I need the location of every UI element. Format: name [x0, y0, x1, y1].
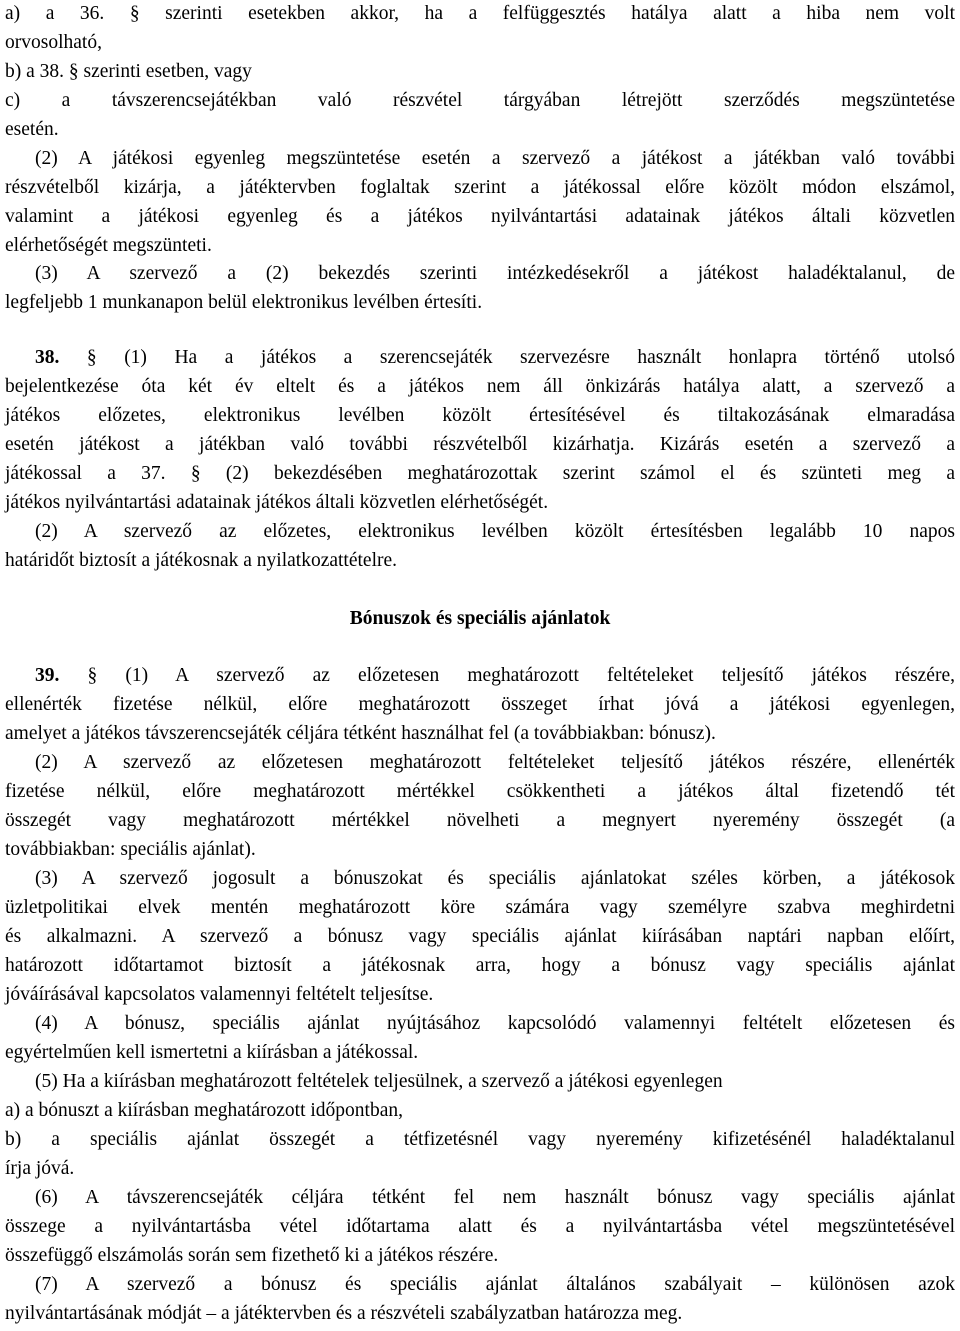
paragraph-line: határozott időtartamot biztosít a játékosnak arra, hogy a bónusz vagy speciális ajánlat [5, 955, 955, 976]
paragraph-line: (2) A szervező az előzetes, elektronikus levélben közölt értesítésben legalább 10 napos [35, 521, 955, 542]
section-39-first-line [35, 662, 955, 690]
paragraph-line: fizetése nélkül, előre meghatározott mértékkel csökkentheti a játékos által fizetendő tét [5, 781, 955, 802]
list-item-a: a) a 36. § szerinti esetekben akkor, ha a felfüggesztés hatálya alatt a hiba nem volt [5, 3, 955, 24]
list-item-a-cont: orvosolható, [5, 32, 102, 53]
paragraph-line: (4) A bónusz, speciális ajánlat nyújtásához kapcsolódó valamennyi feltételt előzetesen és [35, 1013, 955, 1034]
paragraph-line: egyértelműen kell ismertetni a kiírásban a játékossal. [5, 1042, 419, 1063]
section-number: 39. [35, 665, 60, 686]
paragraph-line: ellenérték fizetése nélkül, előre meghatározott összeget írhat jóvá a játékosi egyenlegen, [5, 694, 955, 715]
paragraph-line: továbbiakban: speciális ajánlat). [5, 839, 256, 860]
paragraph-line: játékos nyilvántartási adatainak játékos általi közvetlen elérhetőségét. [5, 492, 549, 513]
paragraph-line: (6) A távszerencsejáték céljára tétként fel nem használt bónusz vagy speciális ajánlat [35, 1187, 955, 1208]
list-item: a) a bónuszt a kiírásban meghatározott időpontban, [5, 1100, 403, 1121]
paragraph-line: összege a nyilvántartásba vétel időtartama alatt és a nyilvántartásba vétel megszüntetésével [5, 1216, 955, 1237]
paragraph-line: játékossal a 37. § (2) bekezdésében meghatározottak szerint számol el és szünteti meg a [5, 463, 955, 484]
list-item-c-cont: esetén. [5, 119, 59, 140]
paragraph-line: amelyet a játékos távszerencsejáték céljára tétként használhat fel (a továbbiakban: bónusz). [5, 723, 716, 744]
paragraph-line: összegét vagy meghatározott mértékkel növelheti a megnyert nyeremény összegét (a [5, 810, 955, 831]
paragraph-line: elérhetőségét megszünteti. [5, 235, 212, 256]
paragraph-line: (5) Ha a kiírásban meghatározott feltételek teljesülnek, a szervező a játékosi egyenlegen [35, 1071, 723, 1092]
paragraph-line: legfeljebb 1 munkanapon belül elektronikus levélben értesíti. [5, 292, 483, 313]
section-38-first-line [35, 344, 955, 372]
list-item-c: c) a távszerencsejátékban való részvétel tárgyában létrejött szerződés megszüntetése [5, 90, 955, 111]
paragraph-line: és alkalmazni. A szervező a bónusz vagy speciális ajánlat kiírásában naptári napban előírt, [5, 926, 955, 947]
paragraph-line: határidőt biztosít a játékosnak a nyilatkozattételre. [5, 550, 398, 571]
paragraph-line: (3) A szervező a (2) bekezdés szerinti intézkedésekről a játékost haladéktalanul, de [35, 263, 955, 284]
list-item-b: b) a 38. § szerinti esetben, vagy [5, 61, 252, 82]
section-text: § (1) Ha a játékos a szerencsejáték szervezésre használt honlapra történő utolsó [59, 347, 955, 368]
section-number: 38. [35, 347, 60, 368]
paragraph-line: (3) A szervező jogosult a bónuszokat és speciális ajánlatokat széles körben, a játékosok [35, 868, 955, 889]
paragraph-line: bejelentkezése óta két év eltelt és a játékos nem áll önkizárás hatálya alatt, a szervező a [5, 376, 955, 397]
paragraph-line: valamint a játékosi egyenleg és a játékos nyilvántartási adatainak játékos általi közvetlen [5, 206, 955, 227]
section-heading: Bónuszok és speciális ajánlatok [349, 608, 611, 629]
paragraph-line: összefüggő elszámolás során sem fizethető ki a játékos részére. [5, 1245, 499, 1266]
paragraph-line: (7) A szervező a bónusz és speciális ajánlat általános szabályait – különösen azok [35, 1274, 955, 1295]
paragraph-line: üzletpolitikai elvek mentén meghatározott köre számára vagy személyre szabva meghirdetni [5, 897, 955, 918]
paragraph-line: jóváírásával kapcsolatos valamennyi feltételt teljesítse. [5, 984, 434, 1005]
paragraph-line: játékos előzetes, elektronikus levélben közölt értesítésével és tiltakozásának elmaradása [5, 405, 955, 426]
paragraph-line: nyilvántartásának módját – a játéktervben és a részvételi szabályzatban határozza meg. [5, 1303, 683, 1324]
paragraph-line: (2) A szervező az előzetesen meghatározott feltételeket teljesítő játékos részére, ellenérték [35, 752, 955, 773]
paragraph-line: részvételből kizárja, a játéktervben foglaltak szerint a játékossal előre közölt módon elszámol, [5, 177, 955, 198]
list-item-cont: írja jóvá. [5, 1158, 75, 1179]
section-text: § (1) A szervező az előzetesen meghatározott feltételeket teljesítő játékos részére, [59, 665, 955, 686]
paragraph-line: esetén játékost a játékban való további részvételből kizárhatja. Kizárás esetén a szervező a [5, 434, 955, 455]
paragraph-line: (2) A játékosi egyenleg megszüntetése esetén a szervező a játékost a játékban való további [35, 148, 955, 169]
list-item: b) a speciális ajánlat összegét a tétfizetésnél vagy nyeremény kifizetésénél haladéktalanul [5, 1129, 955, 1150]
